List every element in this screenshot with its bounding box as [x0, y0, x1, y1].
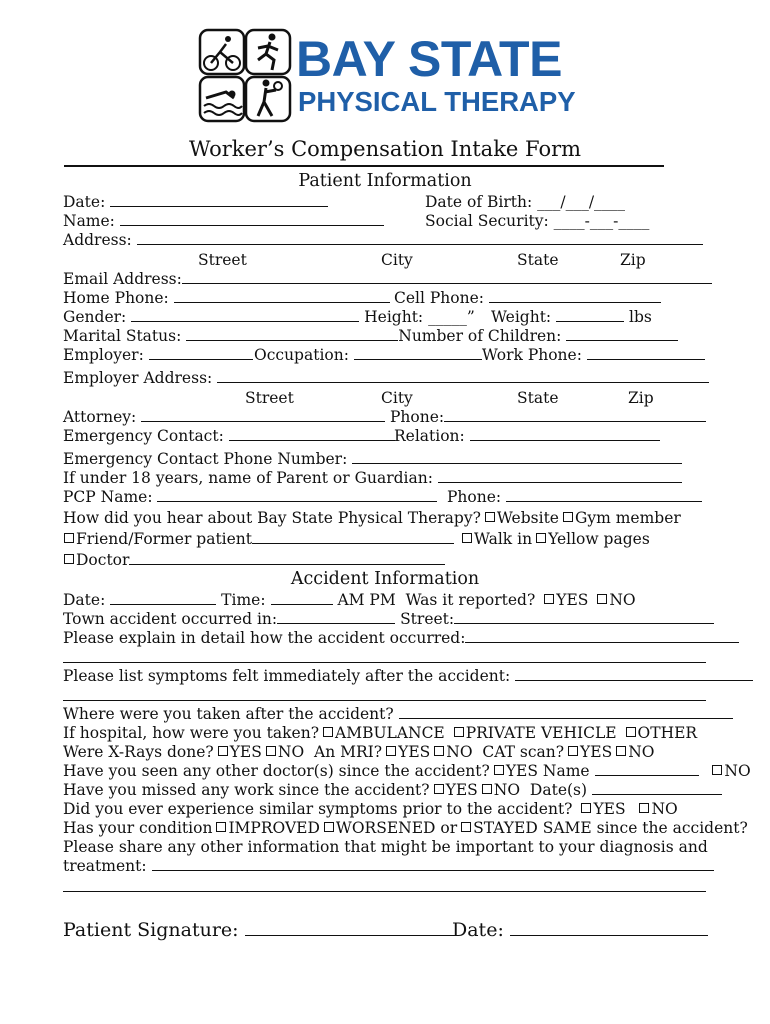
relation-label: Relation:	[394, 427, 465, 445]
emergency-field[interactable]	[229, 427, 395, 441]
employer-zip-caption: Zip	[628, 389, 654, 407]
signature-date-label: Date:	[452, 919, 504, 941]
logo-line1: BAY STATE	[296, 31, 562, 87]
weight-label: Weight:	[491, 308, 552, 326]
explain-field[interactable]	[465, 629, 739, 643]
email-label: Email Address:	[63, 270, 182, 288]
occupation-label: Occupation:	[254, 346, 349, 364]
missed-no-checkbox[interactable]	[482, 784, 492, 794]
employer-street-caption: Street	[245, 389, 294, 407]
address-field[interactable]	[137, 231, 703, 245]
occupation-field[interactable]	[354, 346, 482, 360]
ambulance-checkbox[interactable]	[323, 727, 333, 737]
weight-field[interactable]	[556, 308, 624, 322]
symptoms-field[interactable]	[515, 667, 753, 681]
accident-street-label: Street:	[400, 610, 455, 628]
dob-label[interactable]: Date of Birth: ___/___/____	[425, 193, 626, 211]
xrays-label: Were X-Rays done?	[63, 743, 214, 761]
share-line-2[interactable]	[63, 891, 706, 892]
gender-label: Gender:	[63, 308, 127, 326]
guardian-field[interactable]	[438, 469, 682, 483]
accident-date-field[interactable]	[110, 591, 216, 605]
mri-no-label: NO	[446, 743, 473, 761]
relation-field[interactable]	[470, 427, 660, 441]
doctor-label: Doctor	[76, 551, 130, 569]
address-label: Address:	[63, 231, 132, 249]
cell-phone-field[interactable]	[489, 289, 661, 303]
website-checkbox[interactable]	[485, 512, 495, 522]
accident-date-label: Date:	[63, 591, 106, 609]
emergency-label: Emergency Contact:	[63, 427, 224, 445]
other-doc-yes-label: YES Name	[505, 762, 590, 780]
similar-no-checkbox[interactable]	[639, 803, 649, 813]
signature-date-field[interactable]	[510, 919, 708, 936]
attorney-field[interactable]	[141, 408, 385, 422]
emergency-phone-field[interactable]	[352, 450, 682, 464]
guardian-label: If under 18 years, name of Parent or Guardian:	[63, 469, 433, 487]
missed-yes-checkbox[interactable]	[434, 784, 444, 794]
symptoms-label: Please list symptoms felt immediately after the accident:	[63, 667, 511, 685]
attorney-label: Attorney:	[63, 408, 137, 426]
work-phone-field[interactable]	[587, 346, 705, 360]
explain-line-2[interactable]	[63, 662, 706, 663]
reported-label: Was it reported?	[405, 591, 536, 609]
improved-label: IMPROVED	[228, 819, 320, 837]
pcp-field[interactable]	[157, 488, 437, 502]
marital-label: Marital Status:	[63, 327, 182, 345]
accident-street-field[interactable]	[454, 610, 714, 624]
mri-label: An MRI?	[314, 743, 383, 761]
ambulance-label: AMBULANCE	[335, 724, 445, 742]
friend-checkbox[interactable]	[64, 533, 74, 543]
attorney-phone-label: Phone:	[390, 408, 445, 426]
reported-no-label: NO	[609, 591, 636, 609]
town-field[interactable]	[277, 610, 395, 624]
taken-field[interactable]	[399, 705, 733, 719]
share-field[interactable]	[152, 857, 714, 871]
walkin-checkbox[interactable]	[462, 533, 472, 543]
friend-field[interactable]	[252, 530, 454, 544]
ampm-label[interactable]: AM PM	[337, 591, 396, 609]
attorney-phone-field[interactable]	[444, 408, 706, 422]
taken-label: Where were you taken after the accident?	[63, 705, 394, 723]
xrays-no-label: NO	[277, 743, 305, 761]
cell-phone-label: Cell Phone:	[394, 289, 484, 307]
reported-no-checkbox[interactable]	[597, 594, 607, 604]
signature-field[interactable]	[245, 919, 455, 936]
gym-checkbox[interactable]	[563, 512, 573, 522]
address-city-caption: City	[381, 251, 413, 269]
friend-label: Friend/Former patient	[76, 530, 253, 548]
private-label: PRIVATE VEHICLE	[465, 724, 617, 742]
pcp-phone-label: Phone:	[447, 488, 502, 506]
missed-no-label: NO	[493, 781, 521, 799]
share-label-1: Please share any other information that might be important to your diagnosis and	[63, 838, 708, 856]
form-title: Worker’s Compensation Intake Form	[188, 137, 582, 161]
explain-label: Please explain in detail how the accident occurred:	[63, 629, 466, 647]
dates-label: Date(s)	[529, 781, 588, 799]
marital-field[interactable]	[186, 327, 398, 341]
children-label: Number of Children:	[398, 327, 562, 345]
xrays-yes-checkbox[interactable]	[218, 746, 228, 756]
pcp-label: PCP Name:	[63, 488, 153, 506]
address-zip-caption: Zip	[620, 251, 646, 269]
reported-yes-label: YES	[556, 591, 589, 609]
name-field[interactable]	[120, 212, 384, 226]
doctor-checkbox[interactable]	[64, 554, 74, 564]
address-state-caption: State	[517, 251, 559, 269]
employer-state-caption: State	[517, 389, 559, 407]
worsened-checkbox[interactable]	[324, 822, 334, 832]
mri-yes-checkbox[interactable]	[386, 746, 396, 756]
accident-info-header: Accident Information	[290, 569, 480, 589]
other-doc-yes-checkbox[interactable]	[494, 765, 504, 775]
other-doc-no-label: NO	[724, 762, 751, 780]
home-phone-label: Home Phone:	[63, 289, 169, 307]
worsened-label: WORSENED or	[335, 819, 458, 837]
share-label-2: treatment:	[63, 857, 147, 875]
logo-icons	[198, 28, 292, 124]
employer-address-label: Employer Address:	[63, 369, 213, 387]
email-field[interactable]	[182, 270, 712, 284]
xrays-no-checkbox[interactable]	[266, 746, 276, 756]
mri-yes-label: YES	[398, 743, 431, 761]
cat-no-label: NO	[628, 743, 655, 761]
lbs-label: lbs	[629, 308, 652, 326]
height-label[interactable]: Height: _____”	[364, 308, 475, 326]
name-label: Name:	[63, 212, 115, 230]
similar-no-label: NO	[651, 800, 678, 818]
condition-label: Has your condition	[63, 819, 213, 837]
doctor-field[interactable]	[129, 551, 445, 565]
xrays-yes-label: YES	[229, 743, 262, 761]
other-label: OTHER	[637, 724, 698, 742]
walkin-label: Walk in	[474, 530, 533, 548]
title-rule	[64, 165, 664, 167]
other-doc-label: Have you seen any other doctor(s) since the accident?	[63, 762, 490, 780]
hospital-label: If hospital, how were you taken?	[63, 724, 319, 742]
cat-no-checkbox[interactable]	[616, 746, 626, 756]
accident-time-label: Time:	[221, 591, 266, 609]
accident-time-field[interactable]	[271, 591, 333, 605]
website-label: Website	[496, 509, 559, 527]
pcp-phone-field[interactable]	[506, 488, 702, 502]
hear-label: How did you hear about Bay State Physical Therapy?	[63, 509, 481, 527]
similar-yes-checkbox[interactable]	[581, 803, 591, 813]
reported-yes-checkbox[interactable]	[544, 594, 554, 604]
cat-label: CAT scan?	[482, 743, 565, 761]
improved-checkbox[interactable]	[216, 822, 226, 832]
missed-yes-label: YES	[445, 781, 478, 799]
other-checkbox[interactable]	[626, 727, 636, 737]
stayed-checkbox[interactable]	[461, 822, 471, 832]
similar-yes-label: YES	[593, 800, 626, 818]
logo-line2: PHYSICAL THERAPY	[298, 86, 576, 117]
logo	[198, 28, 588, 124]
home-phone-field[interactable]	[174, 289, 390, 303]
ssn-label[interactable]: Social Security: ____-___-____	[425, 212, 650, 230]
missed-label: Have you missed any work since the accident?	[63, 781, 430, 799]
cat-yes-label: YES	[580, 743, 613, 761]
signature-label: Patient Signature:	[63, 919, 239, 941]
employer-field[interactable]	[149, 346, 253, 360]
children-field[interactable]	[566, 327, 678, 341]
dates-field[interactable]	[592, 781, 722, 795]
work-phone-label: Work Phone:	[481, 346, 582, 364]
date-label: Date:	[63, 193, 106, 211]
other-doc-no-checkbox[interactable]	[712, 765, 722, 775]
employer-address-field[interactable]	[217, 369, 709, 383]
date-field[interactable]	[110, 193, 328, 207]
address-street-caption: Street	[198, 251, 247, 269]
employer-label: Employer:	[63, 346, 144, 364]
emergency-phone-label: Emergency Contact Phone Number:	[63, 450, 348, 468]
cat-yes-checkbox[interactable]	[568, 746, 578, 756]
yellow-label: Yellow pages	[548, 530, 650, 548]
employer-city-caption: City	[381, 389, 413, 407]
mri-no-checkbox[interactable]	[434, 746, 444, 756]
similar-label: Did you ever experience similar symptoms prior to the accident?	[63, 800, 573, 818]
other-doc-name-field[interactable]	[595, 762, 699, 776]
town-label: Town accident occurred in:	[63, 610, 278, 628]
stayed-label: STAYED SAME since the accident?	[473, 819, 748, 837]
private-checkbox[interactable]	[454, 727, 464, 737]
gender-field[interactable]	[131, 308, 359, 322]
patient-info-header: Patient Information	[298, 171, 472, 191]
symptoms-line-2[interactable]	[63, 700, 706, 701]
yellow-checkbox[interactable]	[536, 533, 546, 543]
gym-label: Gym member	[574, 509, 681, 527]
